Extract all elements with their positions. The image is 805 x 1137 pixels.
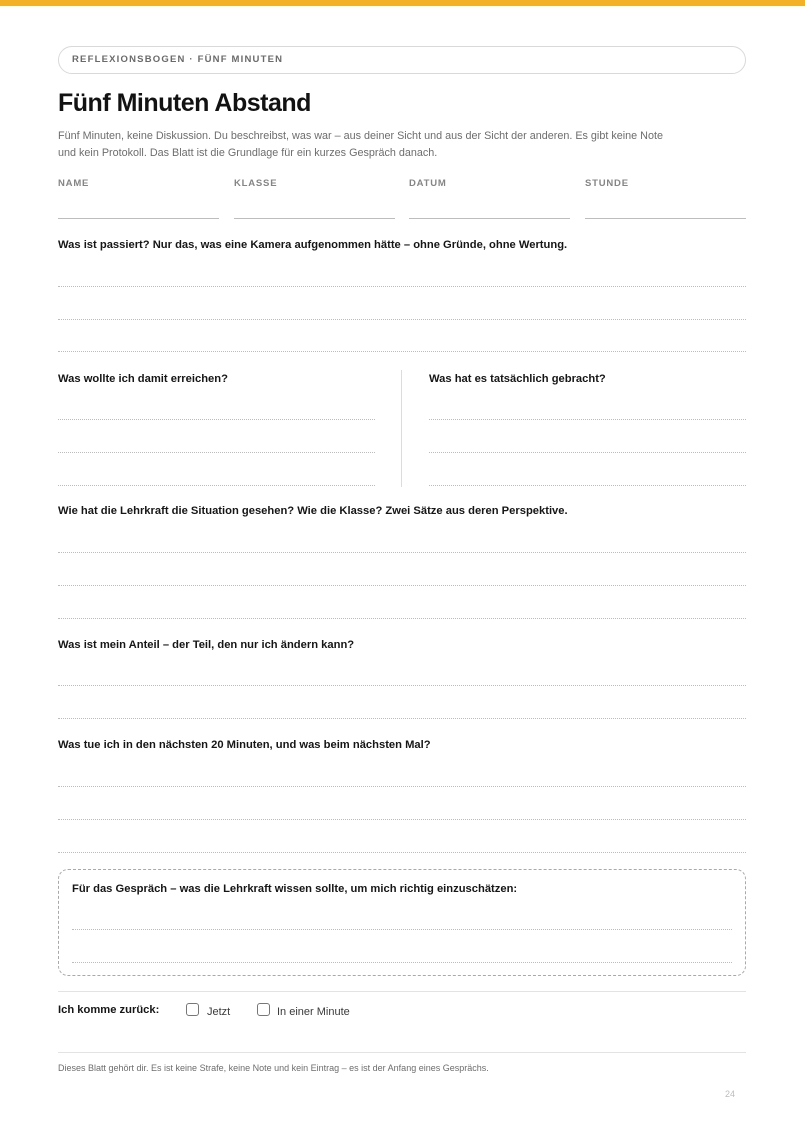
checkbox-now-label: Jetzt xyxy=(207,1006,231,1018)
datum-field[interactable] xyxy=(409,218,570,219)
worksheet-eyebrow: REFLEXIONSBOGEN · FÜNF MINUTEN xyxy=(58,46,746,74)
answer-line[interactable] xyxy=(72,929,732,930)
answer-line[interactable] xyxy=(58,618,746,619)
question-next-steps: Was tue ich in den nächsten 20 Minuten, und was beim nächsten Mal? xyxy=(58,739,431,751)
answer-line[interactable] xyxy=(58,419,375,420)
answer-line[interactable] xyxy=(58,585,746,586)
klasse-field[interactable] xyxy=(234,218,395,219)
footer-note: Dieses Blatt gehört dir. Es ist keine Strafe, keine Note und kein Eintrag – es ist der Anfang eines Gesprächs. xyxy=(58,1063,489,1073)
answer-line[interactable] xyxy=(429,419,746,420)
page-number: 24 xyxy=(725,1089,736,1099)
answer-line[interactable] xyxy=(429,485,746,486)
question-own-share: Was ist mein Anteil – der Teil, den nur ich ändern kann? xyxy=(58,639,355,651)
checkbox-one-minute-label: In einer Minute xyxy=(277,1006,350,1018)
column-divider xyxy=(401,370,402,487)
answer-line[interactable] xyxy=(58,351,746,352)
page-title: Fünf Minuten Abstand xyxy=(58,89,311,117)
answer-line[interactable] xyxy=(58,685,746,686)
stunde-field[interactable] xyxy=(585,218,746,219)
answer-line[interactable] xyxy=(58,452,375,453)
intro-line-1: Fünf Minuten, keine Diskussion. Du beschreibst, was war – aus deiner Sicht und aus der Sicht der anderen. Es gibt keine Note xyxy=(58,130,663,142)
question-what-happened: Was ist passiert? Nur das, was eine Kamera aufgenommen hätte – ohne Gründe, ohne Wertung. xyxy=(58,239,568,251)
stunde-label: STUNDE xyxy=(585,178,629,189)
answer-line[interactable] xyxy=(72,962,732,963)
intro-line-2: und kein Protokoll. Das Blatt ist die Grundlage für ein kurzes Gespräch danach. xyxy=(58,147,438,159)
divider xyxy=(58,991,746,992)
answer-line[interactable] xyxy=(58,852,746,853)
answer-line[interactable] xyxy=(429,452,746,453)
intro-text xyxy=(58,128,718,162)
answer-line[interactable] xyxy=(58,819,746,820)
footer-divider xyxy=(58,1052,746,1053)
question-for-conversation: Für das Gespräch – was die Lehrkraft wissen sollte, um mich richtig einzuschätzen: xyxy=(72,883,518,895)
question-actual-result: Was hat es tatsächlich gebracht? xyxy=(429,373,606,385)
datum-label: DATUM xyxy=(409,178,447,189)
name-label: NAME xyxy=(58,178,90,189)
answer-line[interactable] xyxy=(58,786,746,787)
answer-line[interactable] xyxy=(58,552,746,553)
answer-line[interactable] xyxy=(58,718,746,719)
name-field[interactable] xyxy=(58,218,219,219)
checkbox-now[interactable] xyxy=(186,1003,199,1016)
return-label: Ich komme zurück: xyxy=(58,1004,160,1016)
answer-line[interactable] xyxy=(58,485,375,486)
question-intention: Was wollte ich damit erreichen? xyxy=(58,373,228,385)
checkbox-one-minute[interactable] xyxy=(257,1003,270,1016)
top-accent-bar xyxy=(0,0,805,6)
answer-line[interactable] xyxy=(58,286,746,287)
klasse-label: KLASSE xyxy=(234,178,278,189)
answer-line[interactable] xyxy=(58,319,746,320)
question-other-perspective: Wie hat die Lehrkraft die Situation gesehen? Wie die Klasse? Zwei Sätze aus deren Perspektive. xyxy=(58,505,568,517)
